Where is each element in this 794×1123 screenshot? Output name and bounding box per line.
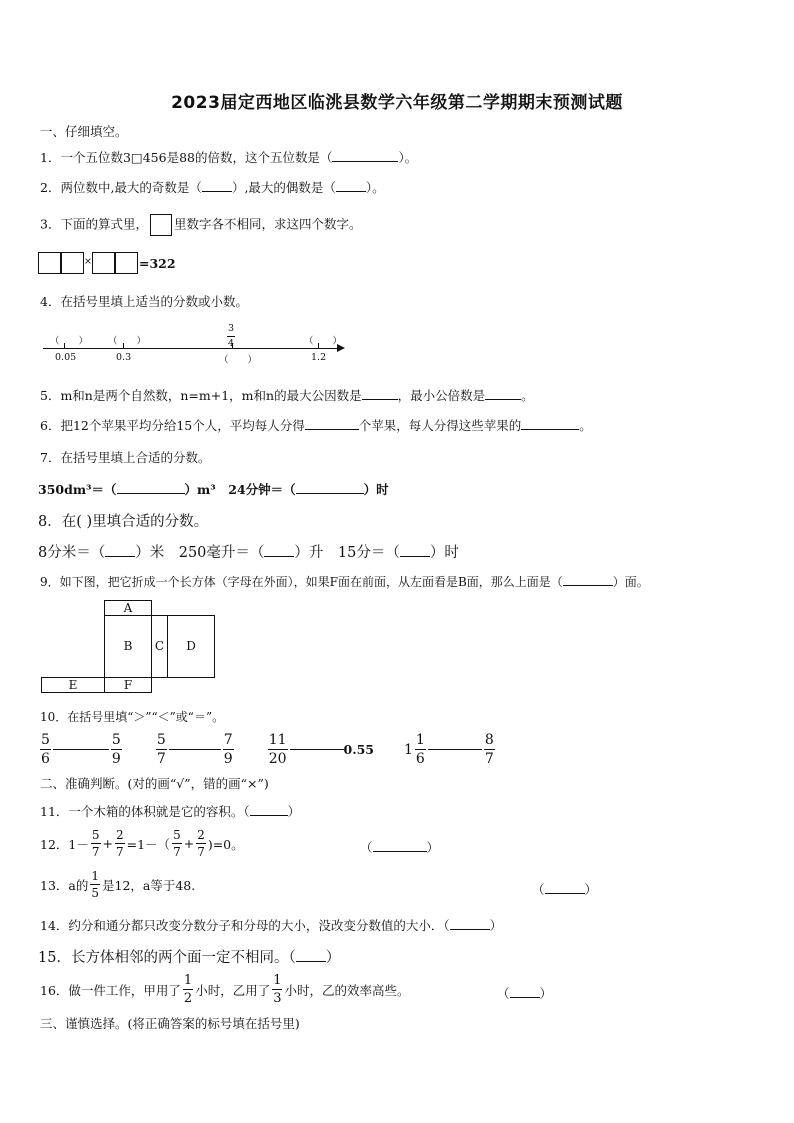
answer-blank[interactable] [400,556,430,557]
net-face-a: A [104,600,152,616]
answer-blank[interactable] [332,161,398,162]
digit-box[interactable] [61,252,84,274]
page-title: 2023届定西地区临洮县数学六年级第二学期期末预测试题 [171,93,623,113]
answer-paren[interactable]: （ ） [219,355,258,366]
question-2: 2．两位数中,最大的奇数是（ ）,最大的偶数是（ ）。 [40,180,385,195]
fraction-three-quarters: $\frac{3}{4}$ [228,323,235,349]
net-face-c: C [151,615,168,678]
question-6: 6．把12个苹果平均分给15个人，平均每人分得 个苹果，每人分得这些苹果的 。 [40,418,592,433]
answer-blank[interactable] [450,929,490,930]
net-face-f: F [104,677,152,693]
question-5: 5．m和n是两个自然数，n=m+1，m和n的最大公因数是 ，最小公倍数是 。 [40,388,534,403]
section-1-heading: 一、仔细填空。 [40,124,128,139]
answer-blank[interactable] [53,749,109,750]
question-15: 15．长方体相邻的两个面一定不相同。（ ） [38,950,341,966]
question-3: 3．下面的算式里， 里数字各不相同，求这四个数字。 [40,214,361,236]
answer-blank[interactable] [305,429,359,430]
question-1: 1．一个五位数3□456是88的倍数，这个五位数是（ ）。 [40,150,418,165]
section-3-heading: 三、谨慎选择。(将正确答案的标号填在括号里) [40,1016,300,1031]
answer-blank[interactable] [563,585,613,586]
answer-blank[interactable] [169,749,221,750]
net-face-b: B [104,615,152,678]
question-11: 11．一个木箱的体积就是它的容积。（ ） [40,804,301,819]
answer-blank[interactable] [105,556,135,557]
question-7: 7．在括号里填上合适的分数。 [40,450,211,465]
digit-box[interactable] [92,252,115,274]
answer-blank[interactable] [264,556,294,557]
answer-blank[interactable] [373,851,427,852]
answer-blank[interactable] [362,399,398,400]
answer-blank[interactable] [296,493,364,494]
digit-box[interactable] [38,252,61,274]
question-13: 13．a的 $\frac{1}{5}$ 是12，a等于48. [40,869,196,900]
section-2-heading: 二、准确判断。(对的画“√”，错的画“×”) [40,776,269,791]
tick-label: 1.2 [311,352,327,363]
answer-blank[interactable] [521,429,579,430]
net-face-e: E [41,677,105,693]
answer-blank[interactable] [510,997,540,998]
answer-paren[interactable]: （ ） [304,336,343,347]
answer-paren[interactable]: （ ） [108,336,147,347]
question-12: 12．1－ $\frac{5}{7}$ + $\frac{2}{7}$ =1－（ $\frac{5}{7}$ + $\frac{2}{7}$ )=0。 [40,828,244,859]
question-8: 8．在( )里填合适的分数。 [38,514,209,530]
answer-blank[interactable] [485,399,521,400]
question-7-items: 350dm³＝（ ）m³ 24分钟＝（ ）时 [38,482,389,497]
question-8-items: 8分米＝（ ）米 250毫升＝（ ）升 15分＝（ ）时 [38,545,459,561]
answer-blank[interactable] [290,749,344,750]
question-16: 16．做一件工作，甲用了 $\frac{1}{2}$ 小时，乙用了 $\frac{1}{3}$ 小时，乙的效率高些。 [40,973,410,1006]
answer-blank[interactable] [428,749,482,750]
answer-blank[interactable] [545,893,585,894]
question-12-answer: （ ） [360,840,440,855]
digit-box[interactable] [115,252,138,274]
times-sign: × [84,256,92,267]
question-4: 4．在括号里填上适当的分数或小数。 [40,294,248,309]
question-13-answer: （ ） [532,882,598,897]
answer-blank[interactable] [336,191,366,192]
answer-blank[interactable] [296,961,326,962]
equation-result: =322 [139,256,176,271]
answer-paren[interactable]: （ ） [50,336,89,347]
question-10: 10．在括号里填“＞”“＜”或“＝”。 [40,710,225,724]
number-line-axis [43,348,341,349]
tick-label: 0.3 [116,352,132,363]
question-16-answer: （ ） [497,986,553,1001]
net-face-d: D [167,615,215,678]
answer-blank[interactable] [202,191,232,192]
question-14: 14．约分和通分都只改变分数分子和分母的大小，没改变分数值的大小．（ ） [40,918,503,933]
question-9: 9．如下图，把它折成一个长方体（字母在外面），如果F面在前面，从左面看是B面，那么上面是（ ）面。 [40,575,649,589]
tick-label: 0.05 [55,352,77,363]
question-10-items: $\frac{5}{6}$ $\frac{5}{9}$ $\frac{5}{7}$ $\frac{7}{9}$ $\frac{11}{20}$ 0.55 1 $\frac{1}{6}$ $\frac{8}{7}$ [41,732,494,767]
digit-box-icon [150,214,172,236]
answer-blank[interactable] [117,493,185,494]
answer-blank[interactable] [250,815,288,816]
